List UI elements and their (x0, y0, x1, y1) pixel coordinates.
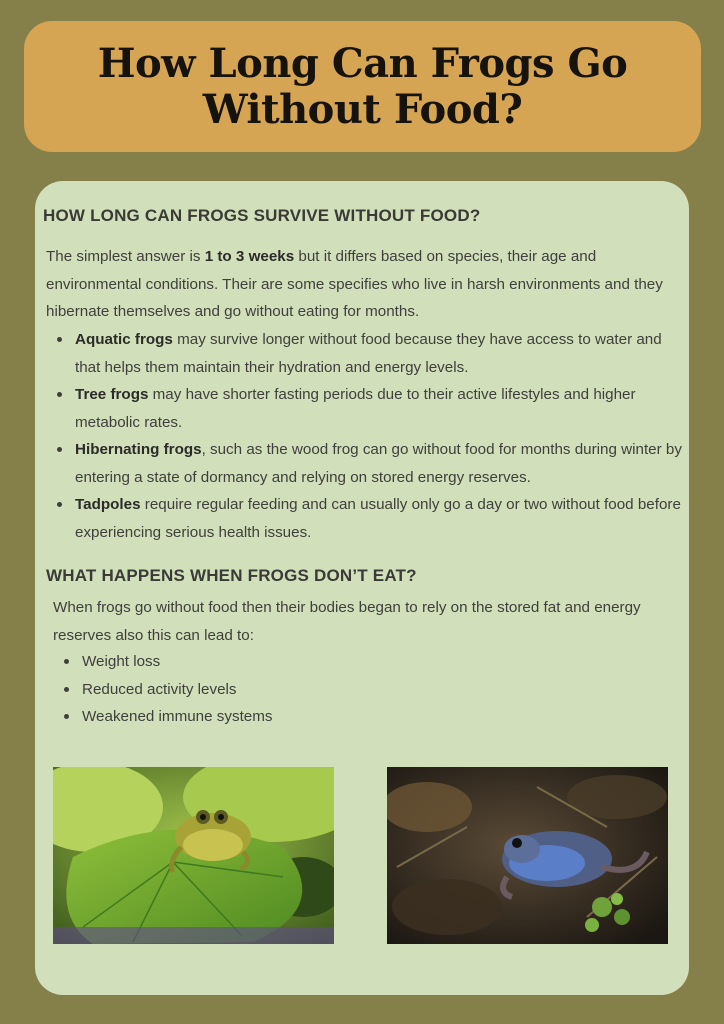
green-frog-photo (53, 767, 334, 944)
content-card (35, 181, 689, 995)
list-item: Aquatic frogs may survive longer without food because they have access to water and that helps them maintain their hydration and energy levels. (47, 326, 687, 381)
blue-frog-photo (387, 767, 668, 944)
list-item: Reduced activity levels (54, 676, 654, 704)
section2-list (54, 648, 654, 731)
list-item: Hibernating frogs, such as the wood frog can go without food for months during winter by entering a state of dormancy and relying on stored energy reserves. (47, 436, 687, 491)
list-item: Tree frogs may have shorter fasting periods due to their active lifestyles and higher metabolic rates. (47, 381, 687, 436)
section1-intro: The simplest answer is 1 to 3 weeks but it differs based on species, their age and environmental conditions. Their are some specifies who live in harsh environments and they hibernate themselves and go without eating for months. (46, 248, 663, 320)
section1-heading: HOW LONG CAN FROGS SURVIVE WITHOUT FOOD? (43, 206, 481, 225)
list-item: Weakened immune systems (54, 703, 654, 731)
title-banner (24, 21, 701, 152)
section2-heading: WHAT HAPPENS WHEN FROGS DON’T EAT? (46, 566, 417, 585)
section2-intro: When frogs go without food then their bodies began to rely on the stored fat and energy reserves also this can lead to: (53, 599, 641, 644)
list-item: Tadpoles require regular feeding and can usually only go a day or two without food before experiencing serious health issues. (47, 491, 687, 546)
page-title: How Long Can Frogs Go Without Food? (97, 39, 628, 133)
section1-list (47, 326, 687, 546)
list-item: Weight loss (54, 648, 654, 676)
